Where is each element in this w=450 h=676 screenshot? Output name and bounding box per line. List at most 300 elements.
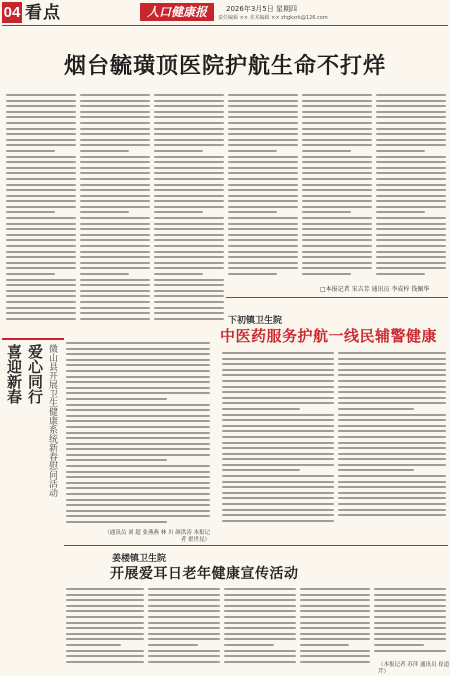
- text-line: [6, 284, 76, 286]
- text-line: [80, 161, 150, 163]
- text-line: [6, 279, 76, 281]
- text-line: [66, 499, 210, 501]
- text-line: [338, 358, 446, 360]
- text-line: [222, 469, 300, 471]
- text-line: [338, 397, 446, 399]
- text-line: [228, 156, 298, 158]
- text-line: [80, 189, 150, 191]
- text-line: [154, 100, 224, 102]
- text-line: [338, 475, 446, 477]
- text-line: [154, 161, 224, 163]
- text-line: [80, 239, 150, 241]
- text-line: [302, 262, 372, 264]
- text-line: [228, 262, 298, 264]
- text-line: [66, 353, 210, 355]
- text-line: [66, 370, 210, 372]
- text-line: [6, 167, 76, 169]
- text-line: [302, 256, 372, 258]
- text-line: [80, 144, 150, 146]
- text-line: [222, 497, 334, 499]
- text-line: [374, 594, 446, 596]
- text-line: [154, 284, 224, 286]
- text-line: [80, 133, 150, 135]
- text-line: [302, 111, 372, 113]
- text-line: [154, 273, 203, 275]
- text-line: [376, 217, 446, 219]
- text-line: [66, 588, 144, 590]
- text-line: [376, 139, 446, 141]
- text-line: [154, 122, 224, 124]
- text-line: [374, 588, 446, 590]
- text-line: [222, 363, 334, 365]
- text-line: [80, 256, 150, 258]
- text-line: [224, 644, 274, 646]
- text-line: [6, 301, 76, 303]
- text-line: [6, 262, 76, 264]
- text-line: [66, 409, 210, 411]
- text-line: [300, 588, 370, 590]
- text-line: [302, 189, 372, 191]
- text-line: [222, 447, 334, 449]
- text-line: [154, 195, 224, 197]
- text-line: [222, 481, 334, 483]
- text-line: [228, 211, 277, 213]
- text-line: [80, 195, 150, 197]
- text-line: [6, 206, 76, 208]
- text-line: [6, 100, 76, 102]
- text-line: [154, 279, 224, 281]
- text-line: [338, 447, 446, 449]
- article2-col1: [222, 352, 334, 530]
- text-line: [302, 228, 372, 230]
- text-line: [374, 610, 446, 612]
- text-line: [80, 122, 150, 124]
- text-line: [376, 184, 446, 186]
- text-line: [66, 404, 210, 406]
- text-line: [302, 139, 372, 141]
- text-line: [300, 633, 370, 635]
- article1-col3: [154, 94, 224, 329]
- text-line: [80, 223, 150, 225]
- text-line: [80, 206, 150, 208]
- text-line: [6, 184, 76, 186]
- text-line: [228, 273, 277, 275]
- text-line: [66, 376, 210, 378]
- text-line: [376, 239, 446, 241]
- text-line: [376, 150, 425, 152]
- text-line: [300, 605, 370, 607]
- text-line: [224, 622, 296, 624]
- text-line: [66, 437, 210, 439]
- text-line: [300, 655, 370, 657]
- text-line: [6, 139, 76, 141]
- text-line: [376, 189, 446, 191]
- text-line: [376, 128, 446, 130]
- text-line: [154, 94, 224, 96]
- text-line: [154, 295, 224, 297]
- text-line: [80, 172, 150, 174]
- text-line: [224, 627, 296, 629]
- text-line: [338, 374, 446, 376]
- text-line: [154, 156, 224, 158]
- text-line: [66, 515, 210, 517]
- text-line: [302, 144, 372, 146]
- text-line: [66, 622, 144, 624]
- text-line: [66, 627, 144, 629]
- text-line: [222, 408, 300, 410]
- text-line: [6, 105, 76, 107]
- text-line: [80, 178, 150, 180]
- text-line: [80, 295, 150, 297]
- text-line: [6, 273, 55, 275]
- text-line: [66, 633, 144, 635]
- text-line: [374, 633, 446, 635]
- text-line: [300, 650, 370, 652]
- text-line: [376, 195, 446, 197]
- text-line: [80, 111, 150, 113]
- text-line: [80, 116, 150, 118]
- text-line: [338, 391, 446, 393]
- text-line: [66, 638, 144, 640]
- text-line: [6, 295, 76, 297]
- text-line: [222, 402, 334, 404]
- text-line: [154, 290, 224, 292]
- text-line: [148, 610, 220, 612]
- text-line: [148, 605, 220, 607]
- text-line: [66, 420, 210, 422]
- text-line: [222, 369, 334, 371]
- text-line: [154, 172, 224, 174]
- text-line: [300, 610, 370, 612]
- text-line: [302, 211, 351, 213]
- text-line: [66, 459, 167, 461]
- text-line: [338, 514, 446, 516]
- text-line: [338, 402, 446, 404]
- text-line: [228, 217, 298, 219]
- text-line: [376, 167, 446, 169]
- text-line: [66, 359, 210, 361]
- text-line: [154, 133, 224, 135]
- side-article-rule: [2, 338, 64, 340]
- text-line: [224, 599, 296, 601]
- text-line: [154, 105, 224, 107]
- text-line: [376, 161, 446, 163]
- text-line: [338, 492, 446, 494]
- text-line: [66, 661, 144, 663]
- text-line: [80, 301, 150, 303]
- text-line: [300, 661, 370, 663]
- text-line: [6, 211, 55, 213]
- text-line: [376, 223, 446, 225]
- text-line: [300, 594, 370, 596]
- text-line: [80, 128, 150, 130]
- text-line: [66, 482, 210, 484]
- text-line: [80, 307, 150, 309]
- text-line: [224, 610, 296, 612]
- text-line: [148, 638, 220, 640]
- issue-date: 2026年3月5日 星期四: [226, 5, 297, 13]
- text-line: [338, 464, 446, 466]
- article1-col6: [376, 94, 446, 284]
- text-line: [228, 161, 298, 163]
- text-line: [222, 453, 334, 455]
- text-line: [80, 184, 150, 186]
- text-line: [338, 436, 446, 438]
- text-line: [6, 172, 76, 174]
- text-line: [376, 228, 446, 230]
- article3-col4: [300, 588, 370, 670]
- text-line: [374, 599, 446, 601]
- text-line: [66, 348, 210, 350]
- text-line: [6, 239, 76, 241]
- text-line: [224, 594, 296, 596]
- text-line: [224, 655, 296, 657]
- text-line: [228, 172, 298, 174]
- article3-headline: 开展爱耳日老年健康宣传活动: [110, 566, 299, 582]
- text-line: [302, 100, 372, 102]
- text-line: [148, 644, 198, 646]
- text-line: [6, 94, 76, 96]
- text-line: [222, 352, 334, 354]
- text-line: [148, 599, 220, 601]
- text-line: [222, 442, 334, 444]
- text-line: [376, 156, 446, 158]
- text-line: [6, 217, 76, 219]
- text-line: [228, 239, 298, 241]
- text-line: [6, 189, 76, 191]
- header-divider: [2, 25, 448, 26]
- text-line: [66, 426, 210, 428]
- text-line: [66, 521, 167, 523]
- text-line: [222, 425, 334, 427]
- text-line: [154, 223, 224, 225]
- text-line: [338, 509, 446, 511]
- text-line: [376, 94, 446, 96]
- text-line: [80, 211, 129, 213]
- text-line: [148, 616, 220, 618]
- text-line: [222, 380, 334, 382]
- text-line: [154, 267, 224, 269]
- text-line: [222, 520, 334, 522]
- text-line: [66, 398, 167, 400]
- editor-line: 责任编辑 ×× 美术编辑 ×× zhgkxrk@126.com: [218, 15, 328, 21]
- side-kicker: 微山县开展卫生健康系统新春慰问活动: [47, 344, 57, 497]
- text-line: [302, 122, 372, 124]
- text-line: [224, 633, 296, 635]
- text-line: [6, 223, 76, 225]
- text-line: [6, 122, 76, 124]
- text-line: [222, 436, 334, 438]
- text-line: [148, 594, 220, 596]
- text-line: [228, 105, 298, 107]
- text-line: [154, 150, 203, 152]
- text-line: [374, 627, 446, 629]
- text-line: [302, 172, 372, 174]
- text-line: [66, 342, 210, 344]
- text-line: [148, 661, 220, 663]
- text-line: [6, 144, 76, 146]
- text-line: [66, 610, 144, 612]
- text-line: [80, 94, 150, 96]
- text-line: [338, 503, 446, 505]
- text-line: [154, 178, 224, 180]
- text-line: [338, 363, 446, 365]
- text-line: [66, 487, 210, 489]
- text-line: [154, 262, 224, 264]
- text-line: [80, 200, 150, 202]
- text-line: [66, 644, 121, 646]
- text-line: [222, 374, 334, 376]
- text-line: [154, 184, 224, 186]
- text-line: [228, 128, 298, 130]
- article1-col2: [80, 94, 150, 329]
- text-line: [154, 318, 224, 320]
- article3-col3: [224, 588, 296, 670]
- text-line: [66, 599, 144, 601]
- text-line: [6, 245, 76, 247]
- article1-col5: [302, 94, 372, 284]
- text-line: [222, 486, 334, 488]
- article3-col2: [148, 588, 220, 670]
- text-line: [302, 245, 372, 247]
- text-line: [80, 105, 150, 107]
- text-line: [376, 133, 446, 135]
- text-line: [154, 189, 224, 191]
- text-line: [224, 588, 296, 590]
- article3-kicker: 姜楼镇卫生院: [112, 554, 167, 564]
- text-line: [154, 239, 224, 241]
- article2-kicker: 下初镇卫生院: [228, 316, 283, 326]
- text-line: [302, 251, 372, 253]
- text-line: [376, 262, 446, 264]
- text-line: [376, 116, 446, 118]
- text-line: [222, 514, 334, 516]
- text-line: [66, 471, 210, 473]
- text-line: [222, 414, 334, 416]
- text-line: [300, 644, 349, 646]
- text-line: [80, 312, 150, 314]
- text-line: [80, 167, 150, 169]
- text-line: [66, 510, 210, 512]
- text-line: [228, 167, 298, 169]
- text-line: [300, 622, 370, 624]
- text-line: [376, 100, 446, 102]
- text-line: [6, 150, 55, 152]
- page-number: 04: [3, 4, 21, 21]
- section-title: 看点: [25, 3, 61, 23]
- text-line: [154, 245, 224, 247]
- text-line: [6, 200, 76, 202]
- text-line: [66, 504, 210, 506]
- article3-col1: [66, 588, 144, 670]
- text-line: [66, 616, 144, 618]
- text-line: [228, 139, 298, 141]
- text-line: [148, 622, 220, 624]
- text-line: [6, 228, 76, 230]
- text-line: [154, 128, 224, 130]
- text-line: [376, 273, 425, 275]
- main-headline: 烟台毓璜顶医院护航生命不打烊: [63, 54, 386, 79]
- text-line: [222, 391, 334, 393]
- text-line: [338, 486, 446, 488]
- text-line: [154, 228, 224, 230]
- text-line: [228, 144, 298, 146]
- text-line: [154, 144, 224, 146]
- text-line: [376, 211, 425, 213]
- text-line: [222, 503, 334, 505]
- text-line: [154, 301, 224, 303]
- text-line: [6, 318, 76, 320]
- side-title-line1: 喜迎新春: [5, 344, 23, 404]
- text-line: [222, 397, 334, 399]
- text-line: [66, 650, 144, 652]
- text-line: [6, 128, 76, 130]
- text-line: [224, 605, 296, 607]
- text-line: [80, 273, 129, 275]
- text-line: [224, 661, 296, 663]
- text-line: [222, 419, 334, 421]
- text-line: [228, 223, 298, 225]
- text-line: [6, 267, 76, 269]
- text-line: [154, 211, 203, 213]
- text-line: [338, 469, 414, 471]
- text-line: [154, 217, 224, 219]
- text-line: [338, 386, 446, 388]
- text-line: [66, 364, 210, 366]
- text-line: [154, 251, 224, 253]
- text-line: [338, 408, 414, 410]
- text-line: [148, 650, 220, 652]
- text-line: [224, 616, 296, 618]
- text-line: [6, 133, 76, 135]
- text-line: [6, 111, 76, 113]
- text-line: [228, 267, 298, 269]
- text-line: [228, 189, 298, 191]
- text-line: [154, 307, 224, 309]
- text-line: [228, 178, 298, 180]
- text-line: [222, 358, 334, 360]
- text-line: [374, 638, 446, 640]
- text-line: [302, 223, 372, 225]
- text-line: [80, 318, 150, 320]
- text-line: [154, 167, 224, 169]
- text-line: [302, 200, 372, 202]
- text-line: [338, 352, 446, 354]
- text-line: [302, 267, 372, 269]
- text-line: [66, 415, 210, 417]
- text-line: [376, 172, 446, 174]
- text-line: [80, 139, 150, 141]
- text-line: [154, 116, 224, 118]
- text-line: [66, 493, 210, 495]
- text-line: [80, 262, 150, 264]
- text-line: [80, 284, 150, 286]
- text-line: [66, 594, 144, 596]
- text-line: [228, 116, 298, 118]
- text-line: [66, 448, 210, 450]
- text-line: [338, 481, 446, 483]
- text-line: [376, 111, 446, 113]
- text-line: [6, 116, 76, 118]
- text-line: [6, 178, 76, 180]
- text-line: [80, 150, 129, 152]
- text-line: [80, 156, 150, 158]
- text-line: [222, 475, 334, 477]
- text-line: [338, 380, 446, 382]
- text-line: [228, 256, 298, 258]
- article2-headline: 中医药服务护航一线民辅警健康: [220, 327, 438, 345]
- text-line: [80, 267, 150, 269]
